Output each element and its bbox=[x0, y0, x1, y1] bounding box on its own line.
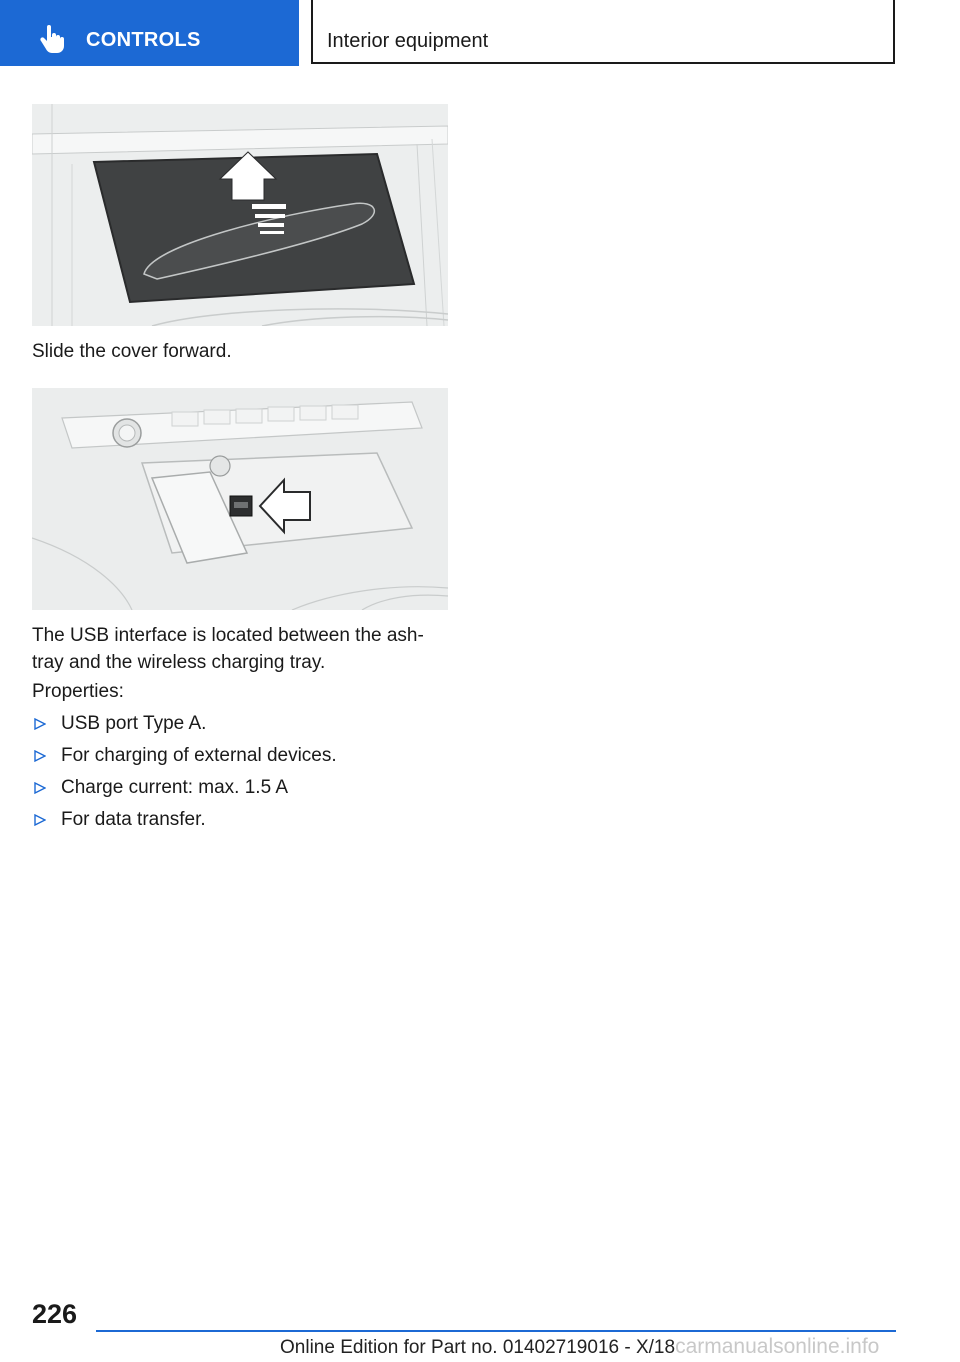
triangle-bullet-icon bbox=[34, 750, 46, 762]
footer-divider bbox=[96, 1330, 896, 1332]
list-item: For data transfer. bbox=[32, 806, 452, 838]
edition-text: Online Edition for Part no. 01402719016 - X/18 bbox=[280, 1337, 676, 1358]
page-number: 226 bbox=[32, 1299, 78, 1329]
properties-list bbox=[32, 710, 452, 838]
usb-location-text: The USB interface is located between the ash-tray and the wireless charging tray. bbox=[32, 625, 424, 673]
list-item: For charging of external devices. bbox=[32, 742, 452, 774]
hand-pointer-icon bbox=[38, 24, 68, 54]
triangle-bullet-icon bbox=[34, 782, 46, 794]
section-tab bbox=[0, 0, 299, 66]
slide-cover-forward-figure bbox=[32, 104, 448, 326]
site-watermark: carmanualsonline.info bbox=[675, 1335, 880, 1358]
list-item: USB port Type A. bbox=[32, 710, 452, 742]
triangle-bullet-icon bbox=[34, 718, 46, 730]
chapter-box bbox=[311, 0, 895, 64]
properties-label: Properties: bbox=[32, 681, 124, 702]
instruction-slide-cover: Slide the cover forward. bbox=[32, 341, 232, 362]
section-label: CONTROLS bbox=[86, 29, 201, 51]
footer-edition bbox=[280, 1334, 960, 1362]
list-item: Charge current: max. 1.5 A bbox=[32, 774, 452, 806]
chapter-title: Interior equipment bbox=[327, 30, 489, 52]
triangle-bullet-icon bbox=[34, 814, 46, 826]
usb-port-location-figure bbox=[32, 388, 448, 610]
